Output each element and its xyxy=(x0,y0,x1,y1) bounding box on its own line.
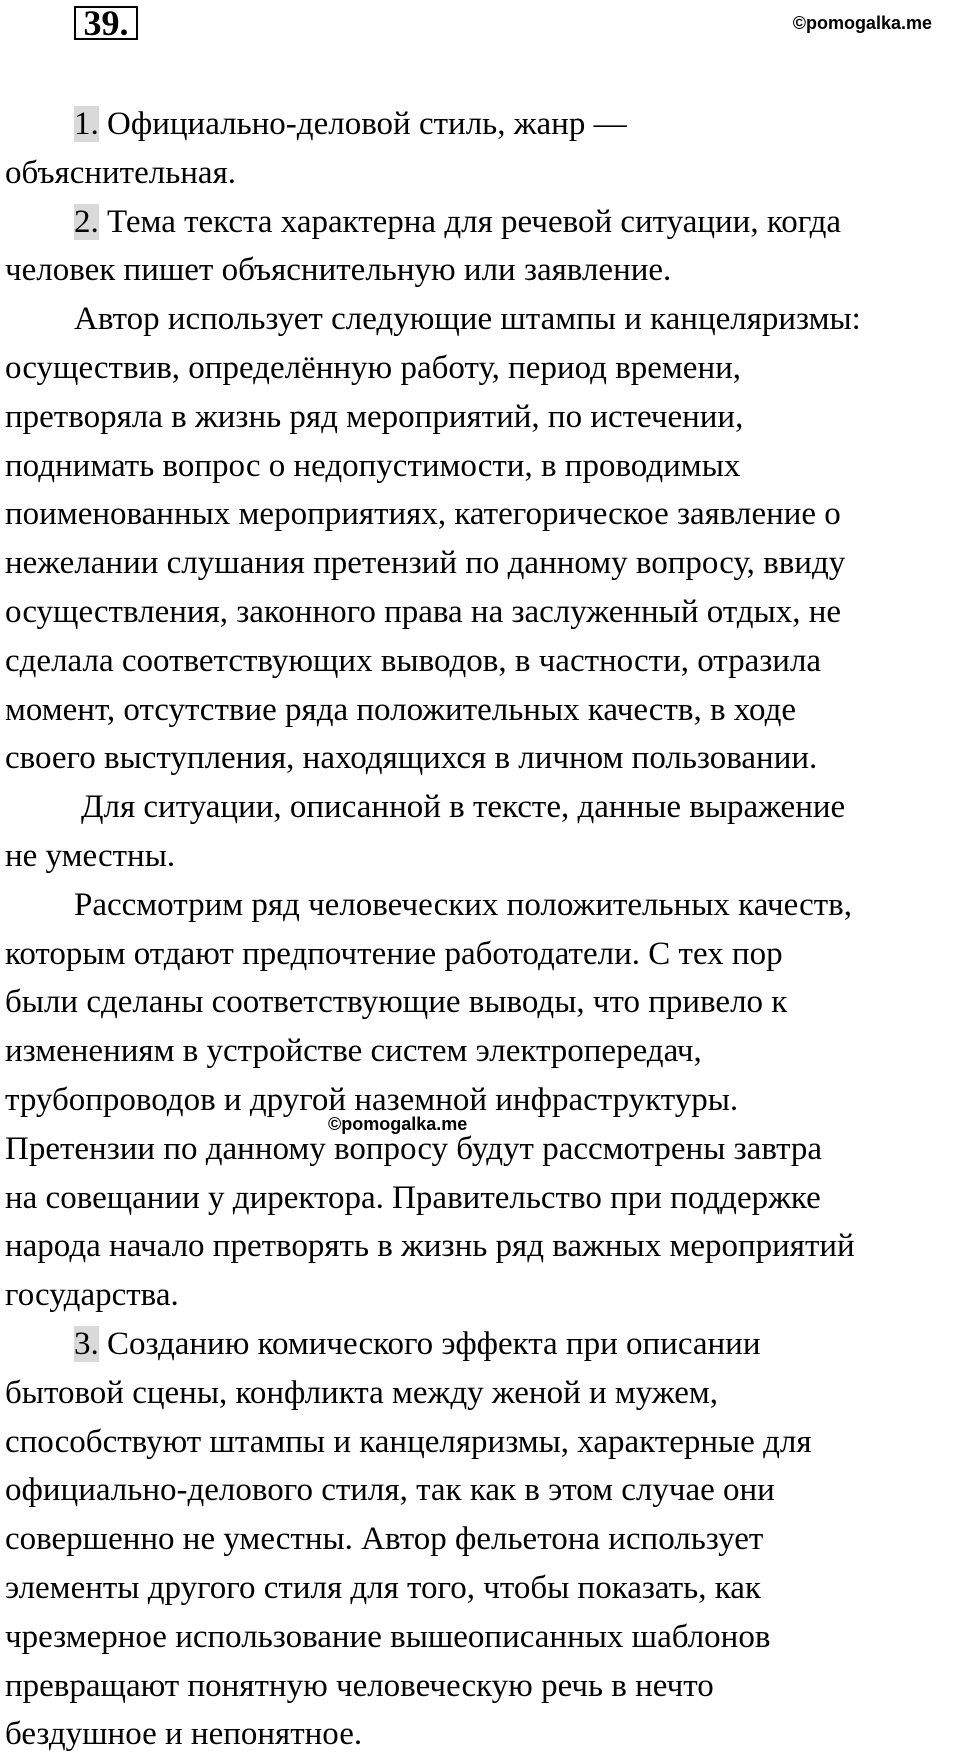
text-line xyxy=(5,393,955,442)
line-text: чрезмерное использование вышеописанных шаблонов xyxy=(5,1618,771,1655)
text-line xyxy=(5,198,955,247)
text-line xyxy=(5,978,955,1027)
text-line xyxy=(5,1515,955,1564)
text-line xyxy=(5,246,955,295)
line-text: сделала соответствующих выводов, в частности, отразила xyxy=(5,642,822,679)
line-text: бытовой сцены, конфликта между женой и мужем, xyxy=(5,1374,718,1411)
text-line xyxy=(5,832,955,881)
text-line xyxy=(5,686,955,735)
line-text: были сделаны соответствующие выводы, что привело к xyxy=(5,984,788,1021)
line-text: осуществив, определённую работу, период времени, xyxy=(5,349,742,386)
line-text: Официально-деловой стиль, жанр — xyxy=(98,106,627,142)
line-text: на совещании у директора. Правительство при поддержке xyxy=(5,1179,821,1216)
text-line xyxy=(5,442,955,491)
text-line xyxy=(5,881,955,930)
line-text: Претензии по данному вопросу будут рассмотрены завтра xyxy=(5,1130,823,1167)
line-text: совершенно не уместны. Автор фельетона использует xyxy=(5,1521,764,1558)
line-text: осуществления, законного права на заслуженный отдых, не xyxy=(5,593,842,630)
line-text: способствуют штампы и канцеляризмы, характерные для xyxy=(5,1423,812,1460)
text-line xyxy=(5,539,955,588)
item-number: 3. xyxy=(74,1325,99,1362)
line-text: превращают понятную человеческую речь в нечто xyxy=(5,1667,714,1704)
text-line xyxy=(5,490,955,539)
text-line xyxy=(5,637,955,686)
text-line xyxy=(5,1027,955,1076)
text-line xyxy=(5,1271,955,1320)
text-line xyxy=(5,734,955,783)
line-text: своего выступления, находящихся в личном пользовании. xyxy=(5,740,818,777)
line-text: элементы другого стиля для того, чтобы показать, как xyxy=(5,1569,761,1606)
text-line xyxy=(5,1613,955,1662)
text-line xyxy=(5,1418,955,1467)
line-text: народа начало претворять в жизнь ряд важных мероприятий xyxy=(5,1228,855,1265)
text-line xyxy=(5,1076,955,1125)
text-line xyxy=(5,1710,955,1759)
line-text: официально-делового стиля, так как в этом случае они xyxy=(5,1472,775,1509)
line-text: объяснительная. xyxy=(5,154,236,191)
line-text: поднимать вопрос о недопустимости, в проводимых xyxy=(5,447,741,484)
text-line xyxy=(5,1222,955,1271)
line-text: Тема текста характерна для речевой ситуации, когда xyxy=(98,203,842,240)
watermark-top: ©pomogalka.me xyxy=(792,13,932,33)
watermark-mid: ©pomogalka.me xyxy=(328,1114,468,1134)
line-text: изменениям в устройстве систем электропередач, xyxy=(5,1033,702,1070)
text-line xyxy=(5,1174,955,1223)
line-text: Созданию комического эффекта при описании xyxy=(98,1325,761,1362)
line-text: человек пишет объяснительную или заявление. xyxy=(5,252,672,289)
line-text: Для ситуации, описанной в тексте, данные выражение xyxy=(81,789,846,826)
line-text: претворяла в жизнь ряд мероприятий, по истечении, xyxy=(5,398,744,435)
line-text: которым отдают предпочтение работодатели. С тех пор xyxy=(5,935,783,972)
text-line xyxy=(5,1369,955,1418)
line-text: бездушное и непонятное. xyxy=(5,1716,363,1753)
text-line xyxy=(5,783,955,832)
item-number: 1. xyxy=(74,106,99,142)
text-line xyxy=(5,930,955,979)
text-line xyxy=(5,1466,955,1515)
line-text: трубопроводов и другой наземной инфраструктуры. xyxy=(5,1081,739,1118)
text-line xyxy=(5,100,955,149)
item-number: 2. xyxy=(74,203,99,240)
line-text: государства. xyxy=(5,1277,179,1314)
line-text: момент, отсутствие ряда положительных качеств, в ходе xyxy=(5,691,797,728)
text-line xyxy=(5,1564,955,1613)
task-number: 39. xyxy=(74,6,138,40)
text-line xyxy=(5,295,955,344)
line-text: поименованных мероприятиях, категорическое заявление о xyxy=(5,496,841,533)
text-line xyxy=(5,1320,955,1369)
line-text: Рассмотрим ряд человеческих положительных качеств, xyxy=(74,886,852,923)
line-text: нежелании слушания претензий по данному вопросу, ввиду xyxy=(5,545,846,582)
line-text: Автор использует следующие штампы и канцеляризмы: xyxy=(74,301,861,338)
answer-text xyxy=(5,100,955,1759)
text-line xyxy=(5,149,955,198)
line-text: не уместны. xyxy=(5,837,176,874)
text-line xyxy=(5,588,955,637)
text-line xyxy=(5,1125,955,1174)
text-line xyxy=(5,344,955,393)
text-line xyxy=(5,1662,955,1711)
